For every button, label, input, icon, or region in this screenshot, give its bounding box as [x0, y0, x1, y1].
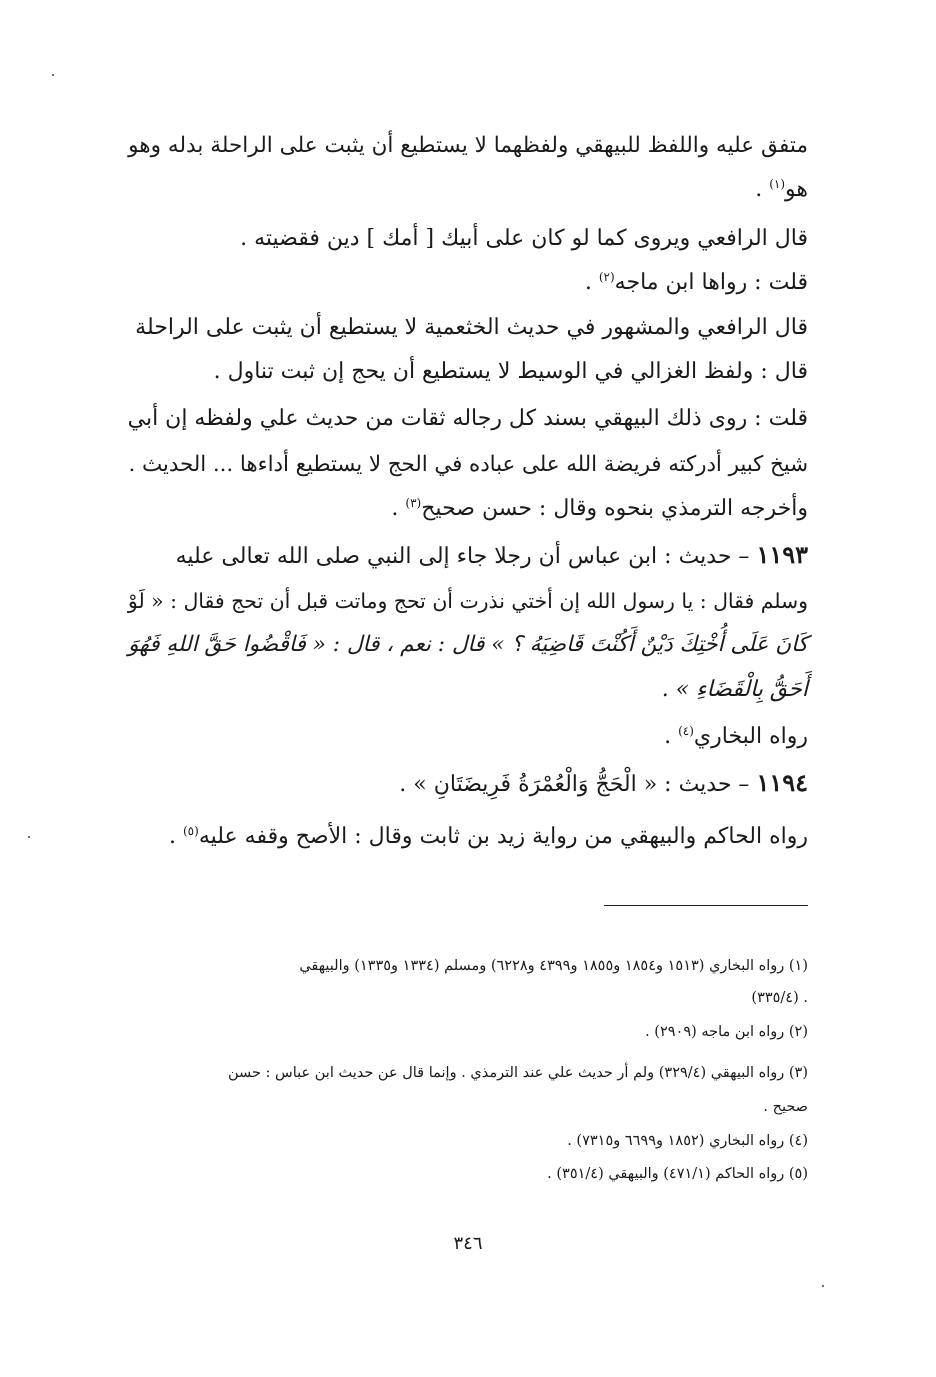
footnote-3: (٣) رواه البيهقي (٣٢٩/٤) ولم أر حديث علي عند الترمذي . وإنما قال عن حديث ابن عباس : حسن: [227, 1065, 808, 1081]
text-line: شيخ كبير أدركته فريضة الله على عباده في الحج لا يستطيع أداءها ... الحديث .: [128, 452, 808, 477]
text-line: وأخرجه الترمذي بنحوه وقال : حسن صحيح$^{(٣)}$ .: [391, 496, 808, 521]
text-line: متفق عليه واللفظ للبيهقي ولفظهما لا يستطيع أن يثبت على الراحلة بدله وهو: [128, 133, 808, 158]
footnote-ref: (٥): [182, 824, 199, 838]
hadith-heading-1193: ١١٩٣ – حديث : ابن عباس أن رجلا جاء إلى النبي صلى الله تعالى عليه: [175, 540, 808, 569]
footnote-3-cont: صحيح .: [763, 1099, 808, 1115]
footnote-ref: (١): [769, 177, 786, 191]
hadith-number: ١١٩٣: [756, 540, 808, 569]
text-line: كَانَ عَلَى أُخْتِكَ دَيْنٌ أَكُنْتَ قَاضِيَهُ ؟ » قال : نعم ، قال : « فَاقْضُوا حَقَّ اللهِ فَهُوَ: [128, 632, 808, 657]
text-line: رواه البخاري$^{(٤)}$ .: [664, 724, 808, 749]
page-number: ٣٤٦: [453, 1233, 483, 1254]
text-line: هو$^{(١)}$ .: [755, 177, 808, 202]
footnote-1: (١) رواه البخاري (١٥١٣ و١٨٥٤ و١٨٥٥ و٤٣٩٩ و٦٢٢٨) ومسلم (١٣٣٤ و١٣٣٥) والبيهقي: [299, 958, 808, 974]
footnote-1-cont: (٣٣٥/٤) .: [751, 990, 808, 1006]
text-line: قال الرافعي والمشهور في حديث الخثعمية لا يستطيع أن يثبت على الراحلة: [135, 315, 808, 340]
text-line: وسلم فقال : يا رسول الله إن أختي نذرت أن تحج وماتت قبل أن تحج فقال : « لَوْ: [127, 589, 808, 613]
scan-speck: [52, 74, 54, 76]
footnote-ref: (٤): [678, 724, 694, 738]
text-line: أَحَقُّ بِالْقَضَاءِ » .: [661, 677, 808, 702]
footnote-ref: (٣): [405, 496, 422, 510]
hadith-number: ١١٩٤: [756, 768, 808, 797]
footnote-2: (٢) رواه ابن ماجه (٢٩٠٩) .: [645, 1024, 808, 1040]
text-line: قال الرافعي ويروى كما لو كان على أبيك [ أمك ] دين فقضيته .: [240, 226, 808, 251]
text-line: قلت : روى ذلك البيهقي بسند كل رجاله ثقات من حديث علي ولفظه إن أبي: [127, 406, 808, 431]
footnote-ref: (٢): [598, 270, 615, 284]
footnote-4: (٤) رواه البخاري (١٨٥٢ و٦٦٩٩ و٧٣١٥) .: [567, 1133, 808, 1149]
footnote-5: (٥) رواه الحاكم (٤٧١/١) والبيهقي (٣٥١/٤) .: [547, 1166, 808, 1182]
footnote-separator: [604, 905, 808, 906]
scan-speck: [28, 836, 30, 838]
text-line: رواه الحاكم والبيهقي من رواية زيد بن ثابت وقال : الأصح وقفه عليه$^{(٥)}$ .: [168, 824, 808, 849]
scan-speck: [822, 1285, 824, 1287]
text-line: قلت : رواها ابن ماجه$^{(٢)}$ .: [584, 270, 808, 295]
hadith-heading-1194: ١١٩٤ – حديث : « الْحَجُّ وَالْعُمْرَةُ فَرِيضَتَانِ » .: [399, 768, 808, 797]
text-line: قال : ولفظ الغزالي في الوسيط لا يستطيع أن يحج إن ثبت تناول .: [213, 359, 808, 384]
